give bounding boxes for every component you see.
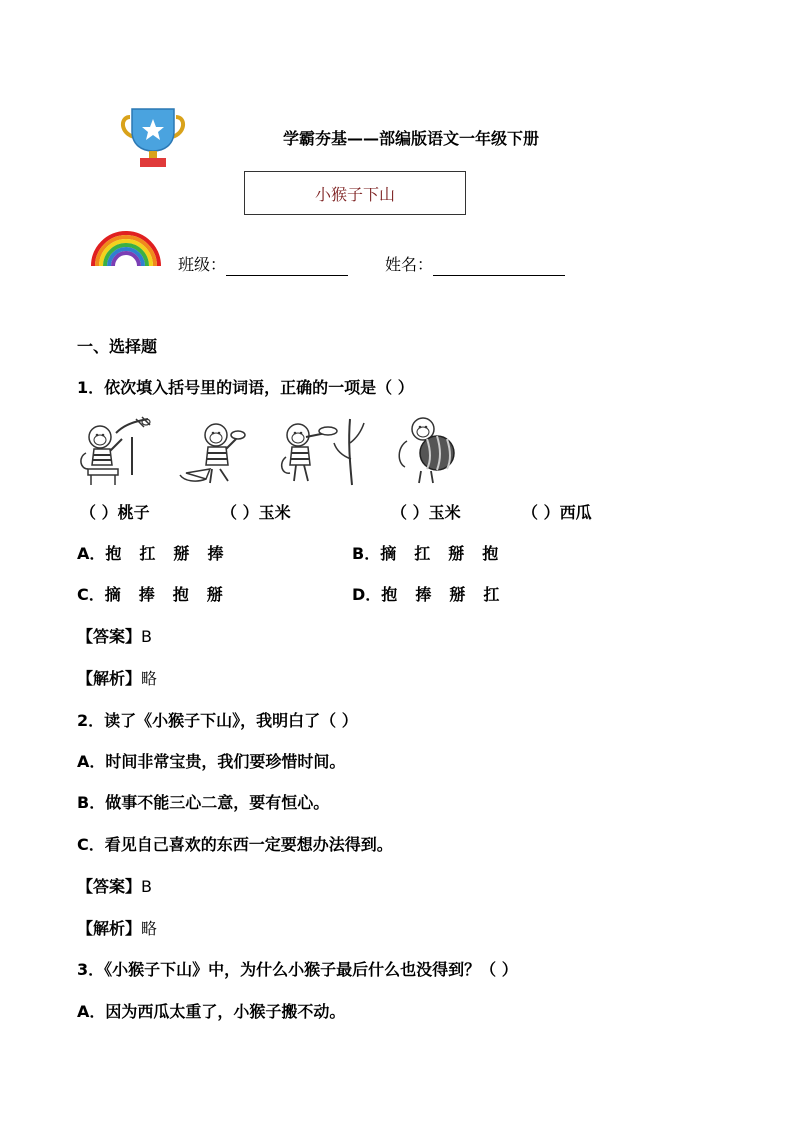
class-label: 班级：: [178, 255, 227, 274]
option-label: B．: [352, 544, 381, 563]
q1-blank-4: （ ）西瓜: [522, 503, 592, 522]
option-word: 抱: [381, 585, 398, 604]
monkey-breaking-corn-illustration: [276, 413, 368, 489]
option-label: C．: [77, 585, 105, 604]
option-word: 抱: [172, 585, 189, 604]
q1-option-d[interactable]: [352, 584, 517, 606]
q1-blank-2: （ ）玉米: [221, 503, 291, 522]
monkey-peach-illustration: [76, 413, 156, 489]
lesson-title: 小猴子下山: [314, 184, 395, 204]
option-word: 扛: [414, 544, 431, 563]
name-label: 姓名：: [385, 255, 434, 274]
q1-analysis: [77, 668, 157, 690]
q1-blank-1: （ ）桃子: [80, 503, 150, 522]
q1-stem: 1．依次填入括号里的词语，正确的一项是（ ）: [77, 378, 414, 397]
q2-stem: 2．读了《小猴子下山》，我明白了（ ）: [77, 711, 358, 730]
q3-stem: 3．《小猴子下山》中，为什么小猴子最后什么也没得到？（ ）: [77, 960, 518, 979]
answer-label: 【答案】: [77, 877, 142, 896]
option-word: 掰: [449, 585, 466, 604]
rainbow-icon: [89, 226, 163, 268]
page-title: 学霸夯基——部编版语文一年级下册: [283, 129, 540, 148]
option-word: 捧: [207, 544, 224, 563]
q3-option-a[interactable]: A．因为西瓜太重了，小猴子搬不动。: [77, 1002, 346, 1021]
option-word: 掰: [173, 544, 190, 563]
analysis-label: 【解析】: [77, 919, 142, 938]
monkey-watermelon-illustration: [393, 411, 463, 489]
option-label: A．: [77, 544, 106, 563]
section-heading: 一、选择题: [77, 337, 158, 356]
answer-label: 【答案】: [77, 627, 142, 646]
option-word: 捧: [415, 585, 432, 604]
q2-analysis: [77, 918, 157, 940]
option-word: 抱: [105, 544, 122, 563]
monkey-corn-illustration: [176, 413, 256, 489]
analysis-value: 略: [141, 669, 158, 688]
lesson-title-box: [244, 171, 466, 215]
option-word: 抱: [482, 544, 499, 563]
q2-answer: [77, 876, 152, 898]
analysis-label: 【解析】: [77, 669, 142, 688]
q2-option-a[interactable]: A．时间非常宝贵，我们要珍惜时间。: [77, 752, 346, 771]
option-word: 扛: [483, 585, 500, 604]
option-word: 扛: [139, 544, 156, 563]
option-word: 掰: [448, 544, 465, 563]
option-word: 掰: [206, 585, 223, 604]
q2-option-c[interactable]: C．看见自己喜欢的东西一定要想办法得到。: [77, 835, 393, 854]
q1-blank-3: （ ）玉米: [391, 503, 461, 522]
class-blank[interactable]: [226, 257, 348, 276]
option-label: D．: [352, 585, 382, 604]
class-field: [178, 254, 348, 276]
option-word: 摘: [104, 585, 121, 604]
q1-option-c[interactable]: [77, 584, 241, 606]
answer-value: B: [141, 877, 152, 896]
q1-option-b[interactable]: [352, 543, 516, 565]
option-word: 摘: [380, 544, 397, 563]
name-field: [385, 254, 565, 276]
answer-value: B: [141, 627, 152, 646]
q1-option-a[interactable]: [77, 543, 241, 565]
trophy-icon: [118, 103, 188, 169]
analysis-value: 略: [141, 919, 158, 938]
q1-answer: [77, 626, 152, 648]
option-word: 捧: [138, 585, 155, 604]
name-blank[interactable]: [433, 257, 565, 276]
q2-option-b[interactable]: B．做事不能三心二意，要有恒心。: [77, 793, 330, 812]
